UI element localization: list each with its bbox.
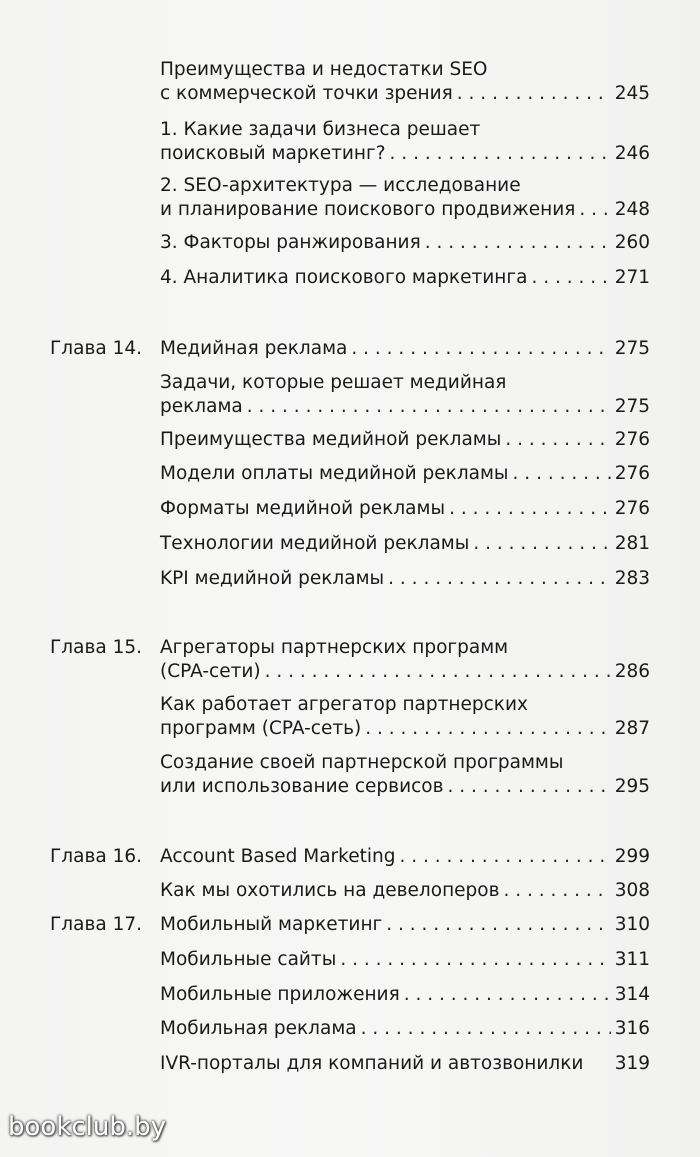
toc-entry-title-line1: Задачи, которые решает медийная	[160, 372, 507, 393]
toc-page-number: 299	[614, 846, 650, 867]
toc-entry	[160, 371, 650, 419]
dot-leader	[388, 567, 611, 591]
toc-entry-title-line2: или использование сервисов	[160, 776, 444, 797]
chapter-label: Глава 17.	[50, 914, 142, 935]
toc-entry-title-line1: 2. SEO-архитектура — исследование	[160, 175, 521, 196]
toc-page-number: 271	[614, 267, 650, 288]
dot-leader	[386, 913, 610, 937]
dot-leader	[531, 266, 610, 290]
toc-page-number: 276	[614, 498, 650, 519]
toc-entry-title: Мобильные приложения	[160, 984, 400, 1005]
dot-leader	[265, 660, 611, 684]
toc-entry	[160, 751, 650, 799]
toc-page-number: 283	[614, 568, 650, 589]
dot-leader	[247, 395, 611, 419]
chapter-label: Глава 14.	[50, 338, 142, 359]
dot-leader	[449, 497, 611, 521]
toc-page-number: 260	[614, 232, 650, 253]
toc-page-number: 248	[614, 199, 650, 220]
toc-entry	[160, 462, 650, 486]
toc-entry-title: Account Based Marketing	[160, 846, 396, 867]
toc-page-number: 286	[614, 661, 650, 682]
toc-entry-title-line1: Как работает агрегатор партнерских	[160, 694, 528, 715]
toc-page-number: 281	[614, 533, 650, 554]
dot-leader	[513, 462, 611, 486]
toc-entry-title: Преимущества медийной рекламы	[160, 429, 502, 450]
toc-entry	[160, 636, 650, 684]
toc-entry	[160, 1017, 650, 1041]
toc-entry	[160, 428, 650, 452]
toc-entry-title-line2: (CPA-сети)	[160, 661, 261, 682]
dot-leader	[473, 532, 610, 556]
toc-entry	[160, 532, 650, 556]
dot-leader	[404, 983, 611, 1007]
dot-leader	[457, 82, 611, 106]
toc-page-number: 276	[614, 463, 650, 484]
toc-entry	[160, 174, 650, 222]
toc-entry-title: 3. Факторы ранжирования	[160, 232, 421, 253]
toc-page-number: 308	[614, 880, 650, 901]
chapter-label: Глава 15.	[50, 637, 142, 658]
toc-entry-title-line2: программ (CPA-сеть)	[160, 718, 362, 739]
dot-leader	[399, 845, 610, 869]
chapter-label: Глава 16.	[50, 846, 142, 867]
dot-leader	[351, 337, 610, 361]
toc-entry-title-line1: 1. Какие задачи бизнеса решает	[160, 119, 481, 140]
toc-page-number: 316	[614, 1018, 650, 1039]
toc-entry	[160, 693, 650, 741]
toc-entry	[160, 118, 650, 166]
toc-page-number: 287	[614, 718, 650, 739]
toc-entry-title: Форматы медийной рекламы	[160, 498, 446, 519]
toc-entry	[160, 983, 650, 1007]
toc-page-number: 275	[614, 338, 650, 359]
toc-entry	[160, 879, 650, 903]
dot-leader	[365, 717, 610, 741]
toc-entry	[160, 58, 650, 106]
toc-page-number: 310	[614, 914, 650, 935]
toc-entry-title: Технологии медийной рекламы	[160, 533, 470, 554]
toc-page-number: 276	[614, 429, 650, 450]
toc-entry-title: KPI медийной рекламы	[160, 568, 385, 589]
toc-entry	[160, 266, 650, 290]
toc-entry	[160, 913, 650, 937]
toc-entry-title: 4. Аналитика поискового маркетинга	[160, 267, 528, 288]
toc-entry-title: Медийная реклама	[160, 338, 348, 359]
toc-entry-title-line2: и планирование поискового продвижения	[160, 199, 576, 220]
toc-entry	[160, 497, 650, 521]
toc-entry	[160, 567, 650, 591]
toc-entry-title-line1: Преимущества и недостатки SEO	[160, 59, 488, 80]
toc-entry	[160, 1052, 650, 1076]
toc-entry-title-line2: с коммерческой точки зрения	[160, 83, 453, 104]
toc-entry	[160, 845, 650, 869]
toc-page-number: 314	[614, 984, 650, 1005]
toc-entry-title-line2: поисковый маркетинг?	[160, 143, 386, 164]
toc-page-number: 246	[614, 143, 650, 164]
toc-entry-title: Модели оплаты медийной рекламы	[160, 463, 509, 484]
toc-page-number: 295	[614, 776, 650, 797]
toc-entry-title: Мобильные сайты	[160, 949, 337, 970]
dot-leader	[340, 948, 610, 972]
toc-entry-title: Мобильный маркетинг	[160, 914, 383, 935]
toc-page-number: 245	[614, 83, 650, 104]
toc-entry-title: IVR-порталы для компаний и автозвонилки	[160, 1053, 584, 1074]
watermark: bookclub.by	[8, 1112, 167, 1142]
dot-leader	[579, 198, 610, 222]
toc-entry-title-line2: реклама	[160, 396, 243, 417]
toc-page-number: 311	[614, 949, 650, 970]
toc-entry-title: Мобильная реклама	[160, 1018, 357, 1039]
dot-leader	[504, 879, 611, 903]
dot-leader	[361, 1017, 611, 1041]
toc-entry	[160, 948, 650, 972]
toc-entry-title-line1: Создание своей партнерской программы	[160, 752, 564, 773]
toc-page-number: 319	[614, 1053, 650, 1074]
toc-entry-title: Как мы охотились на девелоперов	[160, 880, 500, 901]
dot-leader	[447, 775, 610, 799]
toc-entry-title-line1: Агрегаторы партнерских программ	[160, 637, 509, 658]
toc-page-number: 275	[614, 396, 650, 417]
toc-entry	[160, 231, 650, 255]
toc-entry	[160, 337, 650, 361]
dot-leader	[505, 428, 610, 452]
dot-leader	[390, 142, 611, 166]
dot-leader	[425, 231, 611, 255]
